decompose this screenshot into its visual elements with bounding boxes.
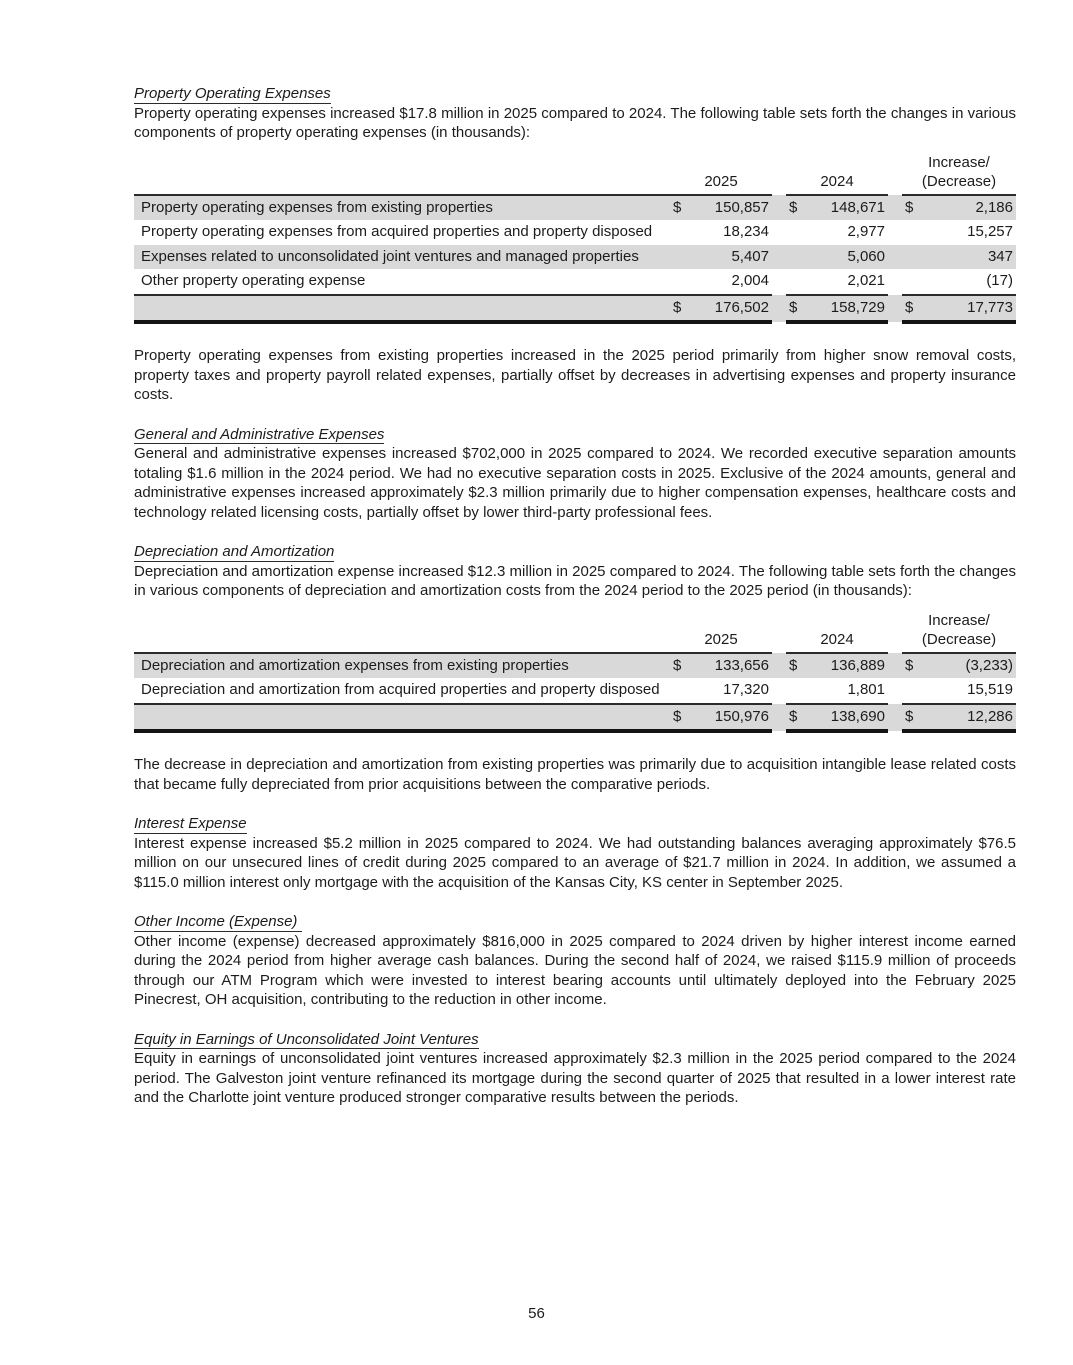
gap-cell (772, 653, 786, 679)
dollar-sign: $ (902, 295, 928, 323)
value-2025: 150,857 (696, 195, 772, 221)
section-depreciation-amortization (134, 542, 1016, 794)
gap-cell (772, 220, 786, 245)
gap-cell (888, 653, 902, 679)
table-row (134, 220, 1016, 245)
gap-cell (888, 704, 902, 732)
heading-text: Property Operating Expenses (134, 85, 331, 102)
gap-cell (888, 220, 902, 245)
gap-cell (888, 678, 902, 704)
property-operating-expenses-table (134, 151, 1016, 325)
body-paragraph: General and administrative expenses increased $702,000 in 2025 compared to 2024. We recorded executive separation amounts totaling $1.6 million in the 2024 period. We had no executive separation costs in 2025. Exclusive of the 2024 amounts, general and administrative expenses increased approximately $2.3 million primarily due to higher compensation expenses, healthcare costs and technology related licensing costs, partially offset by lower third-party professional fees. (134, 445, 1016, 521)
heading-text: Depreciation and Amortization (134, 543, 335, 560)
dollar-sign: $ (670, 295, 696, 323)
dollar-sign (786, 269, 812, 295)
depreciation-amortization-table (134, 609, 1016, 734)
section-other-income-expense (134, 912, 1016, 1010)
section-heading (134, 912, 1016, 932)
after-table-paragraph: Property operating expenses from existing properties increased in the 2025 period primarily from higher snow removal costs, property taxes and property payroll related expenses, partially offset by decreases in advertising expenses and property insurance costs. (134, 347, 1016, 403)
row-label: Expenses related to unconsolidated joint ventures and managed properties (134, 245, 670, 270)
total-increase: 12,286 (928, 704, 1016, 732)
table-row (134, 653, 1016, 679)
row-label (134, 295, 670, 323)
value-2024: 148,671 (812, 195, 888, 221)
table-total-row (134, 295, 1016, 323)
value-2025: 17,320 (696, 678, 772, 704)
dollar-sign: $ (902, 653, 928, 679)
total-2024: 158,729 (812, 295, 888, 323)
section-heading (134, 542, 1016, 562)
value-2025: 5,407 (696, 245, 772, 270)
header-2024 (786, 609, 888, 653)
row-label: Depreciation and amortization expenses from existing properties (134, 653, 670, 679)
total-2025: 176,502 (696, 295, 772, 323)
header-2024-text: 2024 (820, 631, 854, 648)
dollar-sign (670, 269, 696, 295)
header-2024 (786, 151, 888, 195)
section-property-operating-expenses (134, 84, 1016, 405)
dollar-sign (670, 245, 696, 270)
header-increase-decrease (902, 609, 1016, 653)
section-heading (134, 1030, 1016, 1050)
heading-text: Interest Expense (134, 815, 247, 832)
header-increase-decrease (902, 151, 1016, 195)
dollar-sign: $ (902, 704, 928, 732)
dollar-sign: $ (670, 195, 696, 221)
table-header-row (134, 609, 1016, 653)
table-total-row (134, 704, 1016, 732)
value-increase: 15,519 (928, 678, 1016, 704)
header-2024-text: 2024 (820, 173, 854, 190)
gap-cell (772, 269, 786, 295)
gap-cell (772, 195, 786, 221)
total-2025: 150,976 (696, 704, 772, 732)
value-increase: (17) (928, 269, 1016, 295)
gap-cell (888, 195, 902, 221)
value-2025: 133,656 (696, 653, 772, 679)
header-2025-text: 2025 (704, 173, 738, 190)
section-heading (134, 425, 1016, 445)
value-2025: 2,004 (696, 269, 772, 295)
header-increase-line2: (Decrease) (921, 631, 997, 648)
table-row (134, 245, 1016, 270)
gap-cell (772, 295, 786, 323)
value-increase: 15,257 (967, 223, 1013, 240)
body-paragraph: Other income (expense) decreased approximately $816,000 in 2025 compared to 2024 driven by higher interest income earned during the 2024 period from higher average cash balances. During the second half of 2024, we raised $115.9 million of proceeds through our ATM Program which were invested to interest bearing accounts until ultimately deployed into the February 2025 Pinecrest, OH acquisition, contributing to the reduction in other income. (134, 932, 1016, 1008)
value-2025: 18,234 (723, 223, 769, 240)
table-row (134, 678, 1016, 704)
row-label: Property operating expenses from existing properties (134, 195, 670, 221)
page-number: 56 (528, 1305, 545, 1322)
dollar-sign: $ (786, 295, 812, 323)
row-label: Depreciation and amortization from acquired properties and property disposed (134, 678, 670, 704)
table-row (134, 195, 1016, 221)
dollar-sign: $ (786, 653, 812, 679)
header-increase-line1: Increase/ (928, 611, 990, 629)
value-2024: 2,977 (847, 223, 885, 240)
section-interest-expense (134, 814, 1016, 892)
header-label-cell (134, 151, 670, 195)
table-header-row (134, 151, 1016, 195)
dollar-sign (902, 245, 928, 270)
row-label (134, 704, 670, 732)
gap-cell (772, 678, 786, 704)
after-table-paragraph: The decrease in depreciation and amortization from existing properties was primarily due to acquisition intangible lease related costs that became fully depreciated from prior acquisitions between the comparative periods. (134, 756, 1016, 793)
section-equity-in-earnings (134, 1030, 1016, 1108)
gap-cell (772, 245, 786, 270)
gap-cell (888, 245, 902, 270)
header-gap (772, 151, 786, 195)
row-label: Other property operating expense (134, 269, 670, 295)
dollar-sign (786, 678, 812, 704)
gap-cell (772, 704, 786, 732)
header-increase-line1: Increase/ (928, 153, 990, 171)
header-2025 (670, 609, 772, 653)
header-2025 (670, 151, 772, 195)
table-row (134, 269, 1016, 295)
value-increase: (3,233) (928, 653, 1016, 679)
heading-text: Equity in Earnings of Unconsolidated Joint Ventures (134, 1030, 479, 1048)
gap-cell (888, 269, 902, 295)
gap-cell (888, 295, 902, 323)
dollar-sign (902, 678, 928, 704)
section-heading (134, 814, 1016, 834)
header-gap (888, 609, 902, 653)
value-2024: 2,021 (812, 269, 888, 295)
heading-text: General and Administrative Expenses (134, 425, 385, 443)
header-increase-line2: (Decrease) (921, 173, 997, 190)
dollar-sign (786, 245, 812, 270)
header-gap (888, 151, 902, 195)
dollar-sign (902, 220, 928, 245)
total-2024: 138,690 (812, 704, 888, 732)
dollar-sign: $ (786, 704, 812, 732)
body-paragraph: Interest expense increased $5.2 million in 2025 compared to 2024. We had outstanding balances averaging approximately $76.5 million on our unsecured lines of credit during 2025 compared to an average of $21.7 million in 2024. In addition, we assumed a $115.0 million interest only mortgage with the acquisition of the Kansas City, KS center in September 2025. (134, 834, 1016, 891)
dollar-sign (902, 269, 928, 295)
section-general-admin-expenses (134, 425, 1016, 523)
dollar-sign: $ (670, 653, 696, 679)
dollar-sign (670, 220, 696, 245)
value-2024: 136,889 (812, 653, 888, 679)
value-increase: 2,186 (928, 195, 1016, 221)
value-increase: 347 (928, 245, 1016, 270)
intro-paragraph: Property operating expenses increased $17.8 million in 2025 compared to 2024. The following table sets forth the changes in various components of property operating expenses (in thousands): (134, 104, 1016, 141)
header-label-cell (134, 609, 670, 653)
header-2025-text: 2025 (704, 631, 738, 648)
dollar-sign: $ (786, 195, 812, 221)
intro-paragraph: Depreciation and amortization expense increased $12.3 million in 2025 compared to 2024. The following table sets forth the changes in various components of depreciation and amortization costs from the 2024 period to the 2025 period (in thousands): (134, 562, 1016, 599)
heading-text: Other Income (Expense) (134, 913, 302, 930)
value-2024: 1,801 (812, 678, 888, 704)
body-paragraph: Equity in earnings of unconsolidated joint ventures increased approximately $2.3 million in the 2025 period compared to the 2024 period. The Galveston joint venture refinanced its mortgage during the second quarter of 2025 that resulted in a lower interest rate and the Charlotte joint venture produced stronger comparative results between the periods. (134, 1050, 1016, 1106)
row-label: Property operating expenses from acquired properties and property disposed (141, 223, 653, 240)
value-2024: 5,060 (812, 245, 888, 270)
section-heading (134, 84, 1016, 104)
dollar-sign: $ (902, 195, 928, 221)
dollar-sign (786, 220, 812, 245)
dollar-sign (670, 678, 696, 704)
dollar-sign: $ (670, 704, 696, 732)
header-gap (772, 609, 786, 653)
total-increase: 17,773 (928, 295, 1016, 323)
